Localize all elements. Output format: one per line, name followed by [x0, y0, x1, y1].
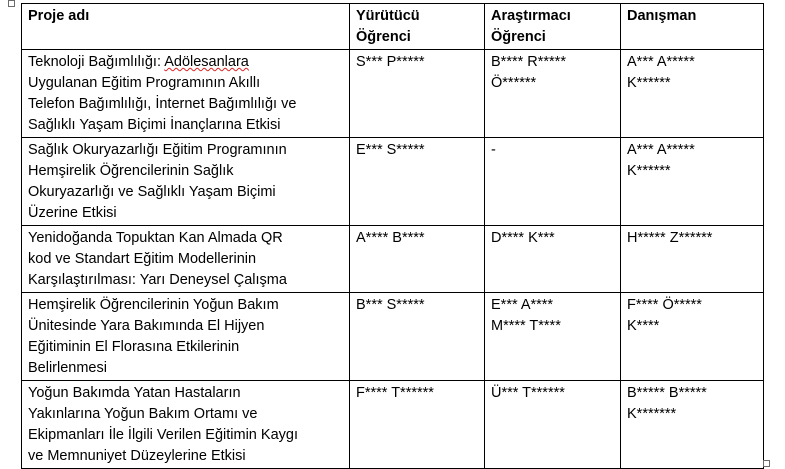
project-title-line: Telefon Bağımlılığı, İnternet Bağımlılığı ve: [28, 96, 297, 112]
researcher-student-line: Ö******: [491, 75, 537, 91]
advisor-line: K******: [627, 75, 671, 91]
project-title-line: Yakınlarına Yoğun Bakım Ortamı ve: [28, 406, 258, 422]
project-title-line: Hemşirelik Öğrencilerinin Yoğun Bakım: [28, 297, 279, 313]
executive-student-line: A**** B****: [356, 230, 425, 246]
researcher-student-line: E*** A****: [491, 297, 554, 313]
researcher-student-line: Ü*** T******: [491, 385, 565, 401]
advisor-cell[interactable]: [621, 381, 764, 469]
researcher-student-cell[interactable]: [485, 293, 621, 381]
table-row: [22, 293, 764, 381]
advisor-line: K****: [627, 318, 660, 334]
executive-student-cell[interactable]: [350, 381, 485, 469]
header-executive-line: Yürütücü: [356, 8, 420, 24]
table-row: [22, 50, 764, 138]
advisor-line: B***** B*****: [627, 385, 707, 401]
advisor-cell[interactable]: [621, 226, 764, 293]
advisor-cell[interactable]: [621, 293, 764, 381]
project-title-line: Hemşirelik Öğrencilerinin Sağlık: [28, 163, 234, 179]
project-title-line: Belirlenmesi: [28, 360, 107, 376]
researcher-student-cell[interactable]: [485, 381, 621, 469]
executive-student-line: S*** P*****: [356, 54, 425, 70]
project-title-line: Yoğun Bakımda Yatan Hastaların: [28, 385, 241, 401]
advisor-line: K******: [627, 163, 671, 179]
project-title-cell[interactable]: [22, 50, 350, 138]
executive-student-line: B*** S*****: [356, 297, 425, 313]
researcher-student-cell[interactable]: [485, 138, 621, 226]
executive-student-line: F**** T******: [356, 385, 434, 401]
project-title-line: Sağlık Okuryazarlığı Eğitim Programının: [28, 142, 287, 158]
advisor-cell[interactable]: [621, 50, 764, 138]
executive-student-line: E*** S*****: [356, 142, 425, 158]
researcher-student-line: B**** R*****: [491, 54, 566, 70]
header-executive-line: Öğrenci: [356, 29, 411, 45]
project-title-cell[interactable]: [22, 138, 350, 226]
advisor-line: A*** A*****: [627, 54, 695, 70]
executive-student-cell[interactable]: [350, 226, 485, 293]
project-title-line: Sağlıklı Yaşam Biçimi İnançlarına Etkisi: [28, 117, 281, 133]
project-title-line: Teknoloji Bağımlılığı: Adölesanlara: [28, 54, 249, 70]
researcher-student-line: D**** K***: [491, 230, 555, 246]
project-title-line: Üzerine Etkisi: [28, 205, 117, 221]
advisor-cell[interactable]: [621, 138, 764, 226]
header-researcher-line: Araştırmacı: [491, 8, 571, 24]
table-row: [22, 381, 764, 469]
advisor-line: K*******: [627, 406, 677, 422]
table-move-handle[interactable]: [8, 0, 15, 7]
executive-student-cell[interactable]: [350, 293, 485, 381]
project-title-line: Ekipmanları İle İlgili Verilen Eğitimin Kaygı: [28, 427, 298, 443]
project-title-line: Eğitiminin El Florasına Etkilerinin: [28, 339, 240, 355]
researcher-student-cell[interactable]: [485, 50, 621, 138]
project-title-line: Uygulanan Eğitim Programının Akıllı: [28, 75, 261, 91]
executive-student-cell[interactable]: [350, 50, 485, 138]
header-executive: [350, 4, 485, 50]
advisor-line: A*** A*****: [627, 142, 695, 158]
header-project: Proje adı: [22, 4, 350, 50]
project-title-line: Karşılaştırılması: Yarı Deneysel Çalışma: [28, 272, 287, 288]
advisor-line: H***** Z******: [627, 230, 713, 246]
project-title-line: kod ve Standart Eğitim Modellerinin: [28, 251, 257, 267]
table-resize-handle[interactable]: [763, 460, 770, 467]
table-row: [22, 138, 764, 226]
table-row: [22, 226, 764, 293]
researcher-student-line: M**** T****: [491, 318, 561, 334]
researcher-student-line: -: [491, 142, 496, 158]
header-researcher-line: Öğrenci: [491, 29, 546, 45]
header-researcher: [485, 4, 621, 50]
executive-student-cell[interactable]: [350, 138, 485, 226]
header-advisor: Danışman: [621, 4, 764, 50]
advisor-line: F**** Ö*****: [627, 297, 702, 313]
researcher-student-cell[interactable]: [485, 226, 621, 293]
projects-table: [21, 3, 764, 469]
misspelled-word[interactable]: Adölesanlara: [164, 54, 249, 70]
project-title-line: Ünitesinde Yara Bakımında El Hijyen: [28, 318, 265, 334]
project-title-line: ve Memnuniyet Düzeylerine Etkisi: [28, 448, 246, 464]
project-title-cell[interactable]: [22, 381, 350, 469]
project-title-cell[interactable]: [22, 293, 350, 381]
header-row: [22, 4, 764, 50]
project-title-line: Yenidoğanda Topuktan Kan Almada QR: [28, 230, 283, 246]
project-title-line: Okuryazarlığı ve Sağlıklı Yaşam Biçimi: [28, 184, 276, 200]
project-title-cell[interactable]: [22, 226, 350, 293]
